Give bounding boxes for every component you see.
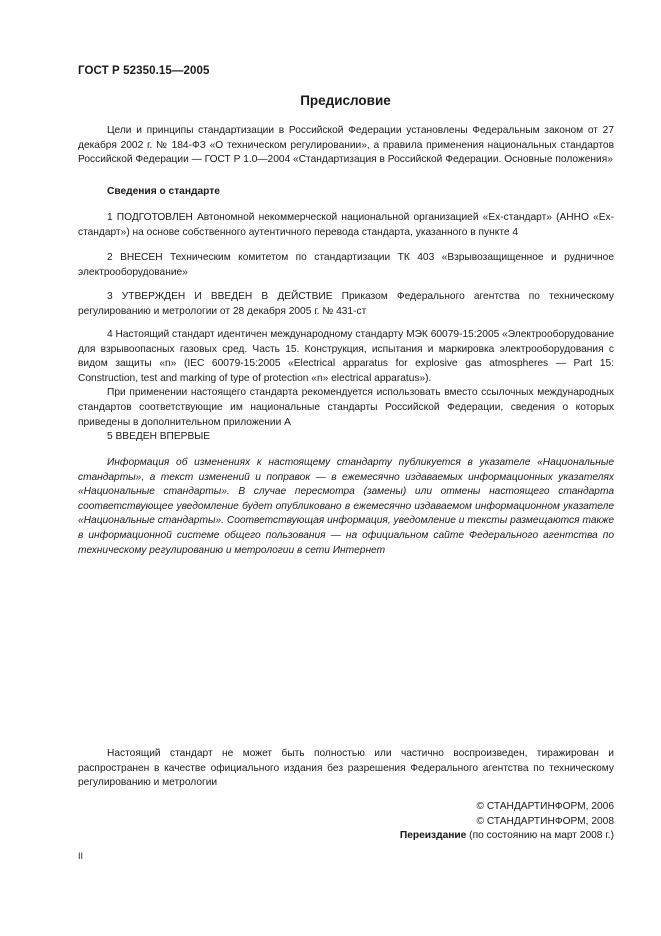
item-5-text: 5 ВВЕДЕН ВПЕРВЫЕ [107,431,211,442]
copyright-block [400,800,614,844]
item-1 [78,211,614,240]
item-4 [78,328,614,430]
section-heading [78,185,614,200]
info-notice [78,456,614,558]
section-heading-text: Сведения о стандарте [107,186,220,197]
reissue-note: (по состоянию на март 2008 г.) [466,830,614,842]
reissue-label: Переиздание [399,830,467,842]
item-3-text: 3 УТВЕРЖДЕН И ВВЕДЕН В ДЕЙСТВИЕ Приказом Федерального агентства по техническому регулированию и метрологии от 28 декабря 2005 г. № 431-ст [78,291,614,317]
page-number: II [78,851,84,861]
reproduction-notice-text: Настоящий стандарт не может быть полностью или частично воспроизведен, тиражирован и распространен в качестве официального издания без разрешения Федерального агентства по техническому регулированию и метрологии [78,748,614,789]
item-2 [78,251,614,280]
document-code: ГОСТ Р 52350.15—2005 [78,65,210,77]
item-4-note: При применении настоящего стандарта рекомендуется использовать вместо ссылочных международных стандартов соответствующие им национальные стандарты Российской Федерации, сведения о которых приведены в дополнительном приложении А [78,387,614,428]
intro-paragraph [78,124,614,168]
reproduction-notice [78,747,614,791]
copyright-line-2008: © СТАНДАРТИНФОРМ, 2008 [476,815,614,827]
item-4-text: 4 Настоящий стандарт идентичен международному стандарту МЭК 60079-15:2005 «Электрооборудование для взрывоопасных газовых сред. Часть 15. Конструкция, испытания и маркировка электрооборудования с видом защиты «n» (IEC 60079-15:2005 «Electrical apparatus for explosive gas atmospheres — Part 15: Construction, test and marking of type of protection «n» electrical apparatus»). [78,329,614,384]
item-1-text: 1 ПОДГОТОВЛЕН Автономной некоммерческой национальной организацией «Ех-стандарт» (АННО «Ех-стандарт») на основе собственного аутентичного перевода стандарта, указанного в пункте 4 [78,212,614,238]
copyright-line-2006: © СТАНДАРТИНФОРМ, 2006 [476,801,614,812]
item-5 [78,430,614,445]
intro-text: Цели и принципы стандартизации в Российской Федерации установлены Федеральным законом от 27 декабря 2002 г. № 184-ФЗ «О техническом регулировании», а правила применения национальных стандартов Российской Федерации — ГОСТ Р 1.0—2004 «Стандартизация в Российской Федерации. Основные положения» [78,125,614,166]
reissue-line [400,829,614,844]
item-3 [78,290,614,319]
item-2-text: 2 ВНЕСЕН Техническим комитетом по стандартизации ТК 403 «Взрывозащищенное и рудничное электрооборудование» [78,252,614,278]
info-notice-text: Информация об изменениях к настоящему стандарту публикуется в указателе «Национальные стандарты», а текст изменений и поправок — в ежемесячно издаваемых информационных указателях «Национальные стандарты». В случае пересмотра (замены) или отмены настоящего стандарта соответствующее уведомление будет опубликовано в ежемесячно издаваемом информационном указателе «Национальные стандарты». Соответствующая информация, уведомление и тексты размещаются также в информационной системе общего пользования — на официальном сайте Федерального агентства по техническому регулированию и метрологии в сети Интернет [78,457,614,556]
page-title: Предисловие [300,93,391,108]
